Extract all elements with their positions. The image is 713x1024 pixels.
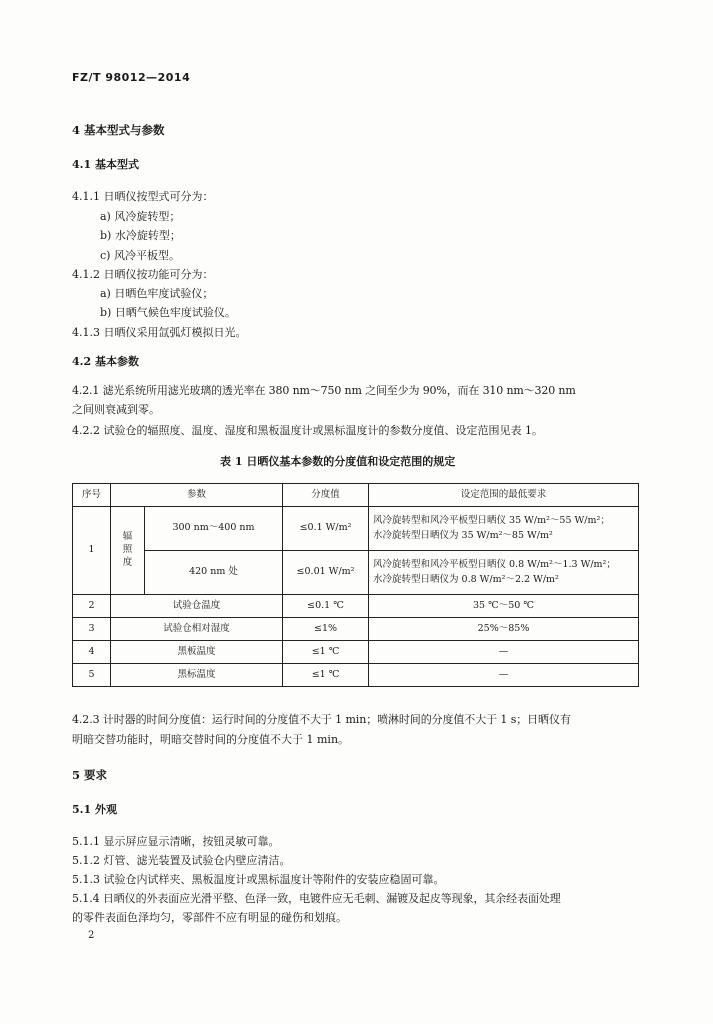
cell-range: 35 ℃～50 ℃ [369, 595, 639, 618]
cell-division: ≤0.1 ℃ [283, 595, 369, 618]
cell-range [369, 551, 639, 595]
table-row [73, 618, 639, 641]
cell-irradiance-group [111, 507, 145, 595]
section-4-heading: 4 基本型式与参数 [72, 123, 165, 137]
clause-5-1-4-line2: 的零件表面色泽均匀，零部件不应有明显的碰伤和划痕。 [72, 911, 347, 924]
standard-code: FZ/T 98012—2014 [72, 71, 191, 84]
cell-range [369, 507, 639, 551]
list-item: c) 风冷平板型。 [100, 249, 180, 262]
cell-param: 黑板温度 [111, 641, 283, 664]
cell-no: 5 [73, 664, 111, 687]
table-caption: 表 1 日晒仪基本参数的分度值和设定范围的规定 [220, 455, 456, 468]
cell-no: 1 [73, 507, 111, 595]
parameter-table [72, 483, 639, 687]
table-row [73, 664, 639, 687]
header-no: 序号 [73, 484, 111, 507]
clause-5-1-4-line1: 5.1.4 日晒仪的外表面应光滑平整、色泽一致，电镀件应无毛刺、漏镀及起皮等现象，其余经表面处理 [72, 892, 561, 905]
cell-param: 420 nm 处 [145, 551, 283, 595]
cell-range: 25%～85% [369, 618, 639, 641]
clause-4-1-1: 4.1.1 日晒仪按型式可分为： [72, 190, 214, 203]
header-range: 设定范围的最低要求 [369, 484, 639, 507]
cell-no: 4 [73, 641, 111, 664]
cell-param: 300 nm～400 nm [145, 507, 283, 551]
table-row [73, 507, 639, 551]
clause-4-2-3-line1: 4.2.3 计时器的时间分度值：运行时间的分度值不大于 1 min；喷淋时间的分度值不大于 1 s；日晒仪有 [72, 713, 571, 726]
list-item: b) 水冷旋转型； [100, 229, 181, 242]
clause-5-1-2: 5.1.2 灯管、滤光装置及试验仓内壁应清洁。 [72, 854, 291, 867]
cell-range: — [369, 664, 639, 687]
cell-param: 试验仓温度 [111, 595, 283, 618]
cell-division: ≤1 ℃ [283, 664, 369, 687]
clause-4-2-1-line2: 之间则衰减到零。 [72, 403, 160, 416]
clause-4-1-3: 4.1.3 日晒仪采用氙弧灯模拟日光。 [72, 326, 247, 339]
section-5-heading: 5 要求 [72, 768, 108, 782]
section-4-1-heading: 4.1 基本型式 [72, 158, 139, 171]
cell-param: 试验仓相对湿度 [111, 618, 283, 641]
cell-param: 黑标温度 [111, 664, 283, 687]
list-item: a) 日晒色牢度试验仪； [100, 287, 214, 300]
table-header-row [73, 484, 639, 507]
list-item: b) 日晒气候色牢度试验仪。 [100, 306, 236, 319]
cell-range: — [369, 641, 639, 664]
range-line: 水冷旋转型日晒仪为 0.8 W/m²～2.2 W/m² [373, 573, 559, 585]
cell-no: 2 [73, 595, 111, 618]
clause-4-1-2: 4.1.2 日晒仪按功能可分为： [72, 268, 214, 281]
table-row [73, 595, 639, 618]
cell-division: ≤1 ℃ [283, 641, 369, 664]
range-line: 风冷旋转型和风冷平板型日晒仪 35 W/m²～55 W/m²； [373, 515, 610, 527]
range-line: 水冷旋转型日晒仪为 35 W/m²～85 W/m² [373, 529, 553, 541]
clause-4-2-3-line2: 明暗交替功能时，明暗交替时间的分度值不大于 1 min。 [72, 733, 350, 746]
header-param: 参数 [111, 484, 283, 507]
section-4-2-heading: 4.2 基本参数 [72, 355, 139, 368]
table-row [73, 551, 639, 595]
clause-5-1-3: 5.1.3 试验仓内试样夹、黑板温度计或黑标温度计等附件的安装应稳固可靠。 [72, 873, 445, 886]
range-line: 风冷旋转型和风冷平板型日晒仪 0.8 W/m²～1.3 W/m²； [373, 559, 616, 571]
clause-5-1-1: 5.1.1 显示屏应显示清晰，按钮灵敏可靠。 [72, 835, 280, 848]
cell-division: ≤0.1 W/m² [283, 507, 369, 551]
cell-no: 3 [73, 618, 111, 641]
clause-4-2-2: 4.2.2 试验仓的辐照度、温度、湿度和黑板温度计或黑标温度计的参数分度值、设定范围见表 1。 [72, 424, 543, 437]
irradiance-label: 辐 照 度 [122, 531, 133, 568]
section-5-1-heading: 5.1 外观 [72, 803, 117, 816]
table-row [73, 641, 639, 664]
page-number: 2 [88, 930, 95, 941]
clause-4-2-1-line1: 4.2.1 滤光系统所用滤光玻璃的透光率在 380 nm～750 nm 之间至少为 90%，而在 310 nm～320 nm [72, 384, 576, 397]
header-division: 分度值 [283, 484, 369, 507]
cell-division: ≤1% [283, 618, 369, 641]
list-item: a) 风冷旋转型； [100, 210, 181, 223]
cell-division: ≤0.01 W/m² [283, 551, 369, 595]
